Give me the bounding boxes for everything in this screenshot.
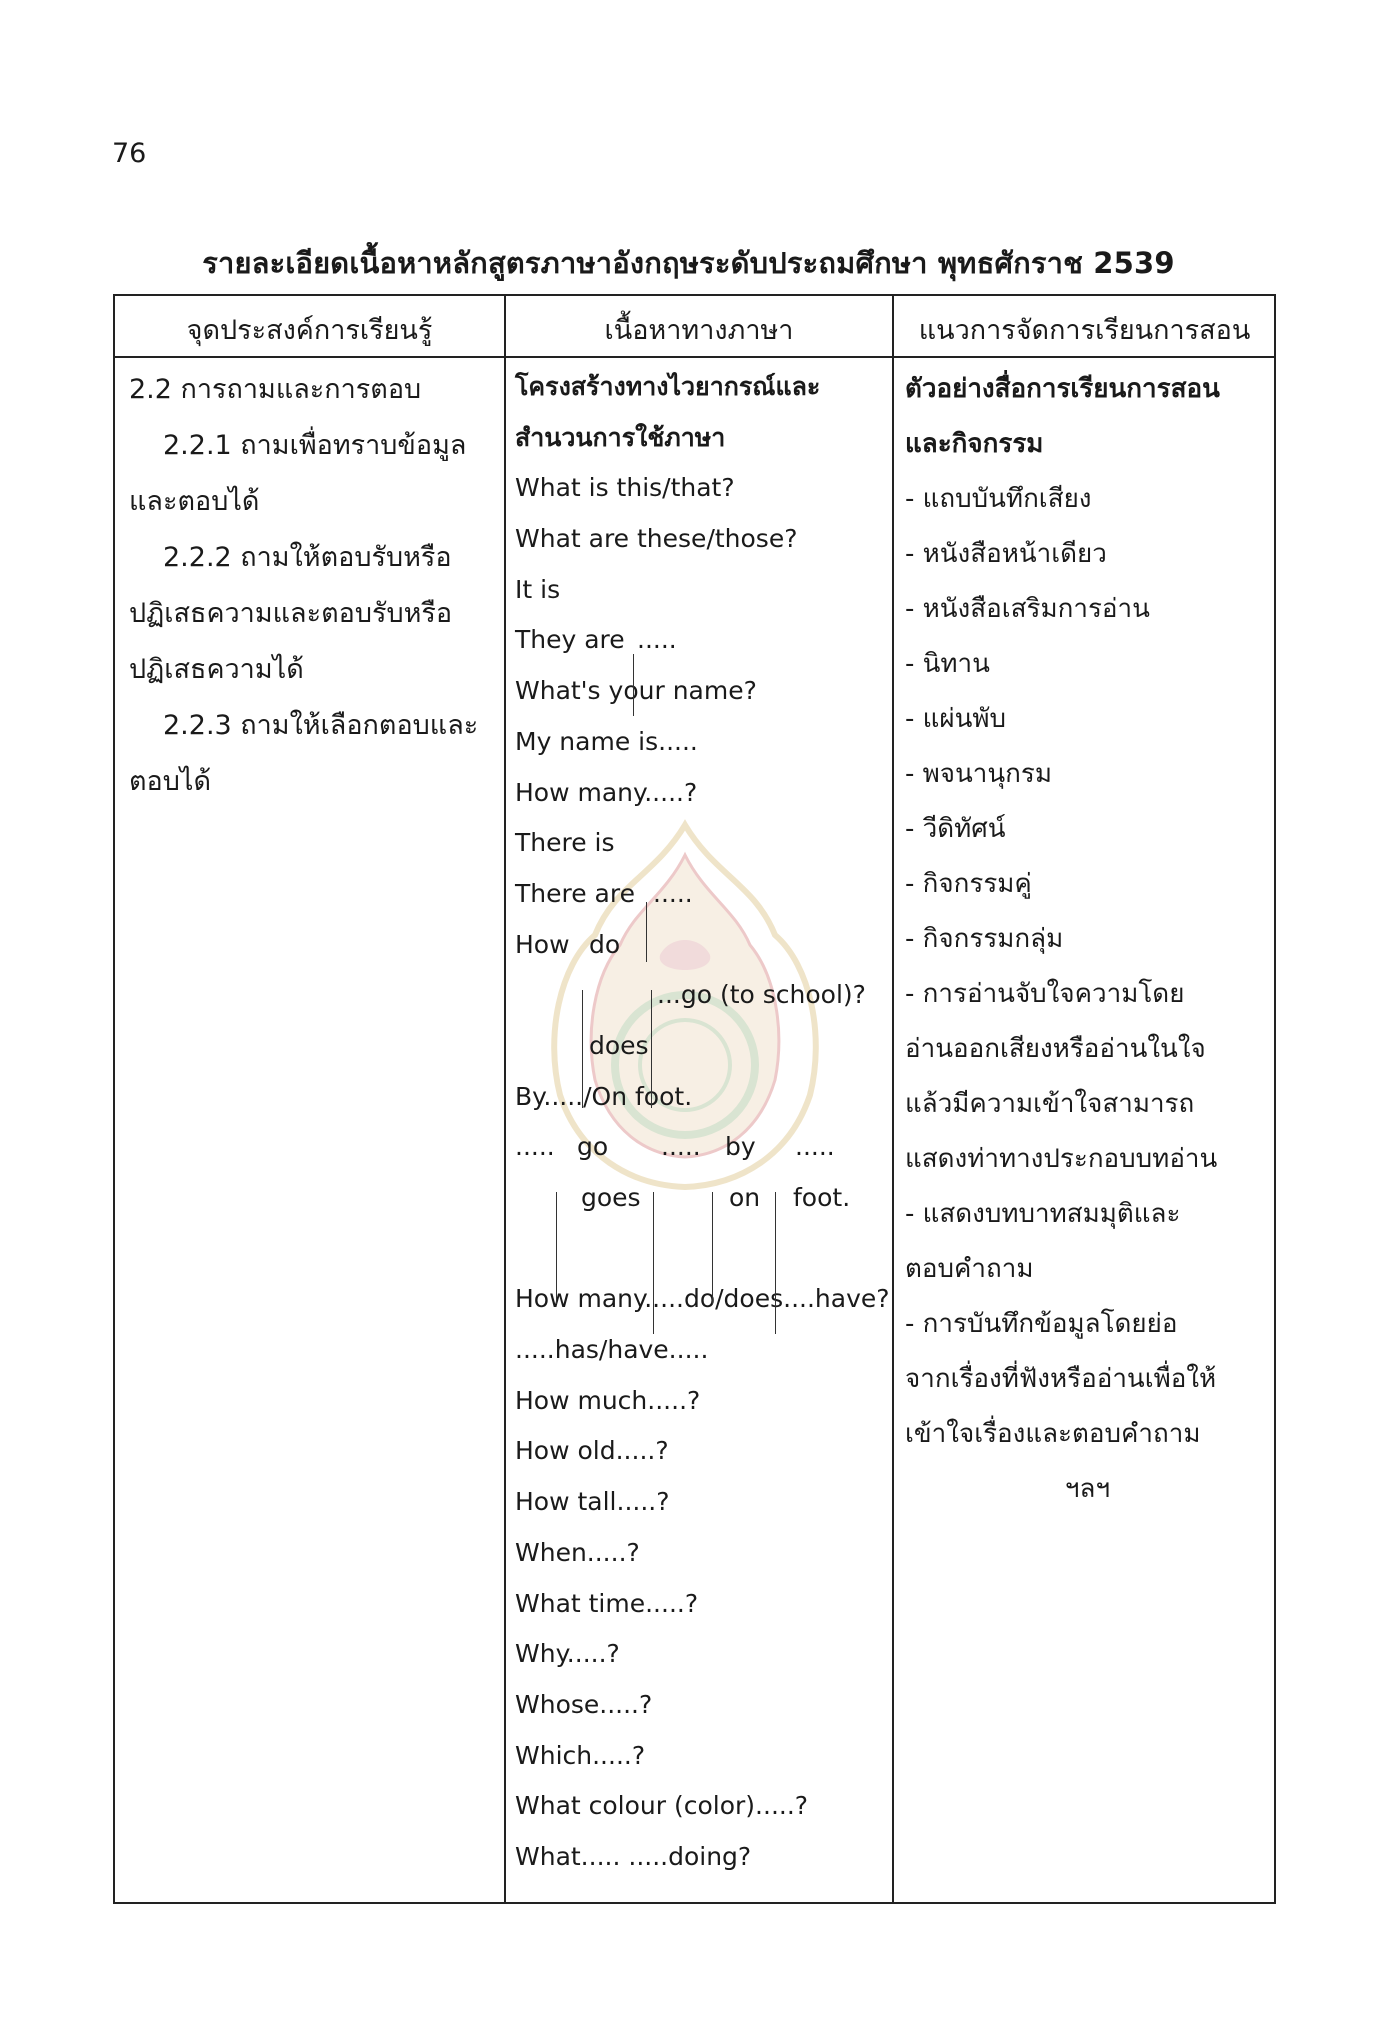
approach-item: เข้าใจเรื่องและตอบคำถาม [905, 1419, 1201, 1449]
content-line: How tall.....? [515, 1487, 670, 1517]
bracket-line [653, 1192, 654, 1334]
content-line: What is this/that? [515, 473, 735, 503]
approach-item: - หนังสือหน้าเดียว [905, 539, 1107, 569]
objective-line: 2.2.3 ถามให้เลือกตอบและ [163, 710, 479, 741]
dots-text: ..... [515, 1132, 555, 1162]
content-line: My name is..... [515, 726, 698, 756]
content-line: What are these/those? [515, 524, 798, 554]
bracket-line [556, 1192, 557, 1304]
approach-item: ตอบคำถาม [905, 1254, 1034, 1284]
approach-item: - หนังสือเสริมการอ่าน [905, 594, 1150, 624]
bracket-line [633, 654, 634, 716]
there-are-text: There are [515, 878, 635, 908]
content-line: Which.....? [515, 1740, 646, 1770]
objective-line: 2.2 การถามและการตอบ [129, 374, 422, 405]
content-line [515, 869, 885, 920]
objectives-column [129, 362, 499, 810]
bracket-line [651, 990, 652, 1108]
objective-line: 2.2.2 ถามให้ตอบรับหรือ [163, 542, 452, 573]
content-line: What..... .....doing? [515, 1841, 752, 1871]
how-text: How [515, 929, 570, 959]
go-text: go [577, 1132, 609, 1162]
header-approach: แนวการจัดการเรียนการสอน [918, 315, 1251, 346]
they-are-text: They are [515, 625, 625, 655]
objective-line: ปฏิเสธความได้ [129, 654, 304, 685]
column-divider [892, 296, 894, 1902]
approach-item: จากเรื่องที่ฟังหรืออ่านเพื่อให้ [905, 1364, 1217, 1394]
bracket-line [646, 902, 647, 962]
content-line [515, 920, 885, 971]
content-line: How much.....? [515, 1385, 701, 1415]
curriculum-table [113, 294, 1276, 1904]
content-line: Whose.....? [515, 1689, 653, 1719]
dots-text: ..... [637, 625, 677, 655]
content-line: It is [515, 574, 561, 604]
approach-item: แสดงท่าทางประกอบบทอ่าน [905, 1144, 1218, 1174]
content-line: When.....? [515, 1537, 640, 1567]
foot-text: foot. [793, 1183, 851, 1212]
approach-item: - พจนานุกรม [905, 759, 1053, 789]
bracket-line [775, 1192, 776, 1334]
approach-item: - แผ่นพับ [905, 704, 1007, 734]
go-school-text: ...go (to school)? [657, 980, 866, 1010]
approach-item: อ่านออกเสียงหรืออ่านในใจ [905, 1034, 1206, 1064]
content-line [515, 1122, 885, 1173]
approach-heading: ตัวอย่างสื่อการเรียนการสอน [905, 374, 1220, 404]
do-text: do [589, 929, 621, 959]
approach-item: - กิจกรรมกลุ่ม [905, 924, 1064, 954]
objective-line: ปฏิเสธความและตอบรับหรือ [129, 598, 453, 629]
content-line: What's your name? [515, 676, 757, 706]
approach-item: - แถบบันทึกเสียง [905, 484, 1092, 514]
approach-etc: ฯลฯ [1064, 1474, 1111, 1504]
page-number: 76 [112, 138, 147, 169]
approach-column [905, 362, 1270, 1517]
objective-line: และตอบได้ [129, 486, 260, 517]
content-line [515, 970, 885, 1021]
dots-text: ..... [661, 1132, 701, 1162]
content-line [515, 615, 885, 666]
bracket-line [582, 990, 583, 1108]
dots-text: ..... [795, 1132, 835, 1162]
content-line: By...../On foot. [515, 1081, 693, 1111]
approach-item: - การอ่านจับใจความโดย [905, 979, 1185, 1009]
approach-item: - กิจกรรมคู่ [905, 869, 1032, 899]
does-text: does [589, 1030, 649, 1060]
approach-item: - แสดงบทบาทสมมุติและ [905, 1199, 1181, 1229]
content-line: .....has/have..... [515, 1335, 709, 1365]
content-line: Why.....? [515, 1639, 620, 1669]
on-text: on [729, 1183, 761, 1212]
approach-heading: และกิจกรรม [905, 429, 1044, 459]
spacer-line [515, 1224, 885, 1275]
content-line [515, 1173, 885, 1224]
approach-item: - นิทาน [905, 649, 990, 679]
header-content: เนื้อหาทางภาษา [604, 315, 794, 346]
content-line: What time.....? [515, 1588, 699, 1618]
content-line: There is [515, 828, 615, 858]
objective-line: ตอบได้ [129, 766, 212, 797]
approach-item: - วีดิทัศน์ [905, 814, 1006, 844]
approach-item: - การบันทึกข้อมูลโดยย่อ [905, 1309, 1178, 1339]
content-column [515, 362, 890, 1883]
content-line: How many.....? [515, 777, 698, 807]
header-divider [115, 356, 1274, 358]
content-heading: สำนวนการใช้ภาษา [515, 422, 726, 452]
content-line [515, 1021, 885, 1072]
objective-line: 2.2.1 ถามเพื่อทราบข้อมูล [163, 430, 467, 461]
dots-text: ..... [653, 878, 693, 908]
content-heading: โครงสร้างทางไวยากรณ์และ [515, 372, 821, 401]
by-text: by [725, 1132, 756, 1162]
header-objectives: จุดประสงค์การเรียนรู้ [186, 315, 433, 346]
content-line: What colour (color).....? [515, 1791, 809, 1821]
bracket-line [712, 1192, 713, 1304]
page-title: รายละเอียดเนื้อหาหลักสูตรภาษาอังกฤษระดับประถมศึกษา พุทธศักราช 2539 [202, 246, 1175, 280]
approach-item: แล้วมีความเข้าใจสามารถ [905, 1089, 1195, 1119]
column-divider [504, 296, 506, 1902]
content-line: How old.....? [515, 1436, 669, 1466]
content-line: How many.....do/does....have? [515, 1284, 890, 1314]
goes-text: goes [581, 1183, 641, 1212]
